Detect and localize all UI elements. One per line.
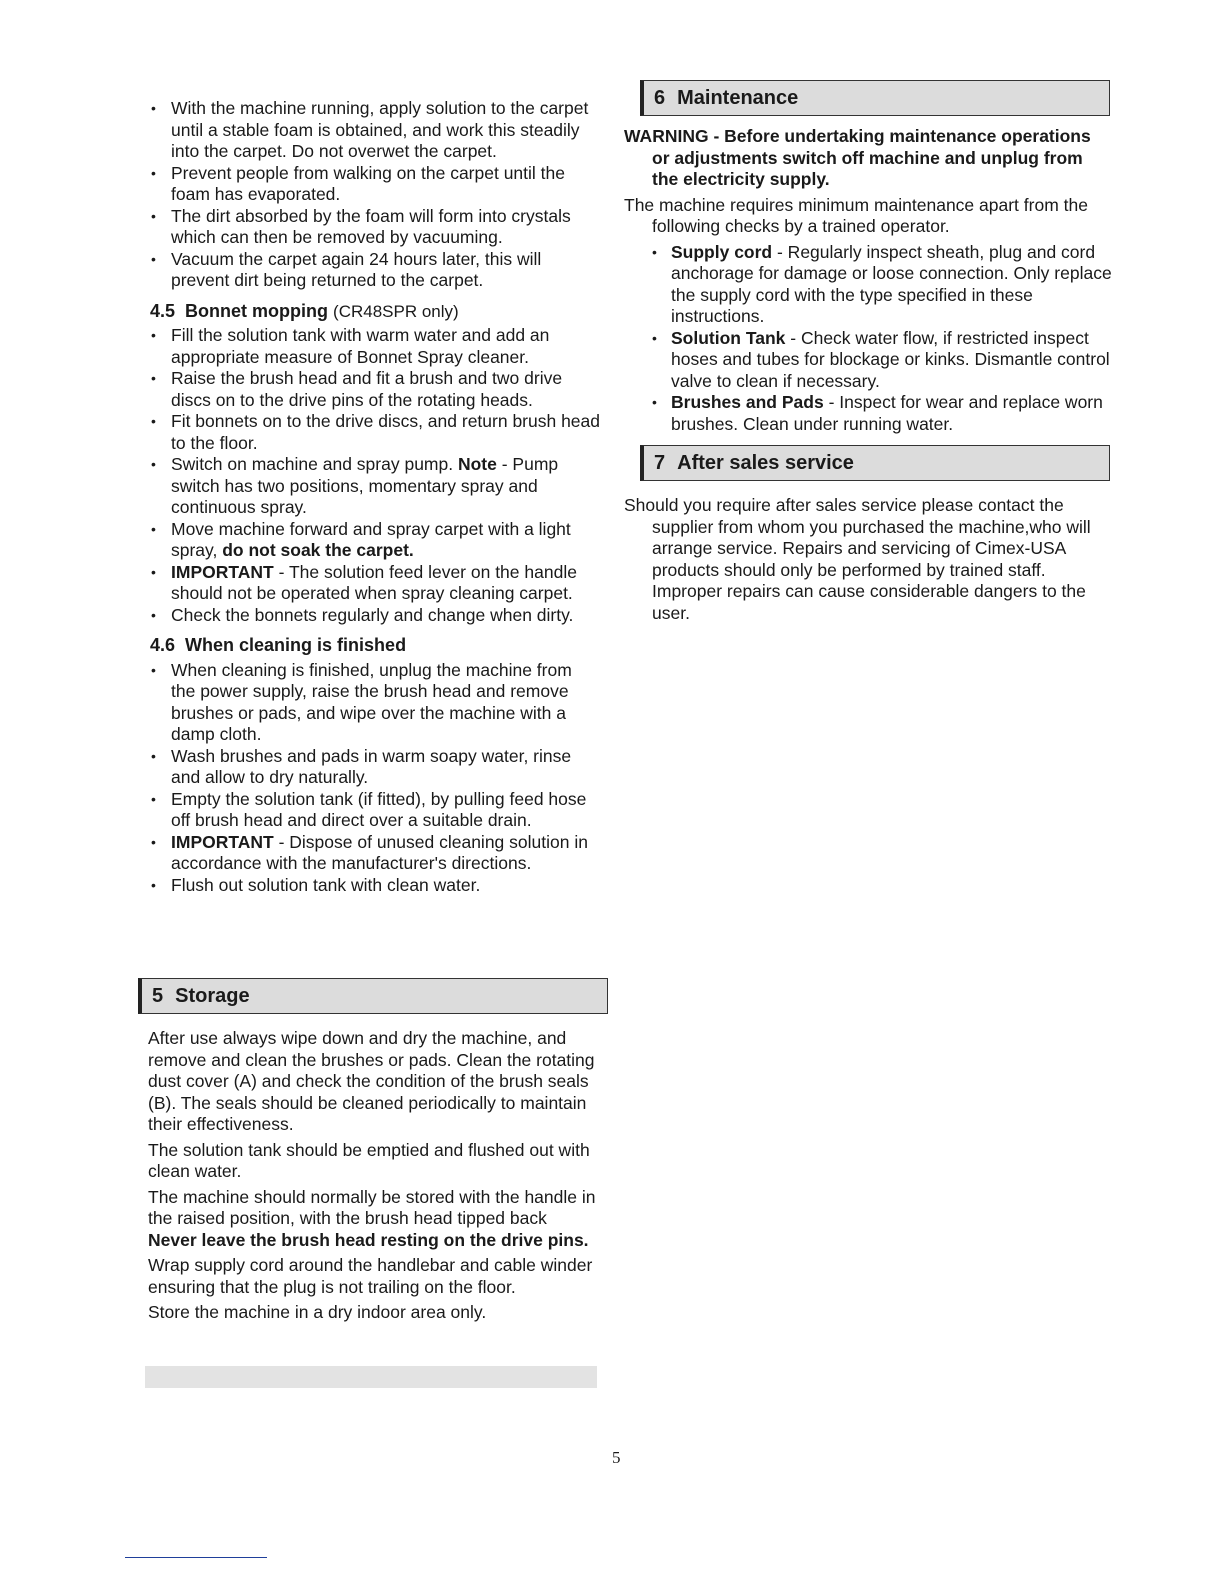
list-item: • Wash brushes and pads in warm soapy water, rinse and allow to dry naturally. [150, 746, 600, 789]
section-number: 5 [152, 985, 164, 1007]
text: Switch on machine and spray pump. [171, 454, 458, 474]
text: - Inspect for wear and replace worn brushes. Clean under running water. [671, 392, 1103, 434]
page-number: 5 [612, 1448, 621, 1467]
list-item: • Fill the solution tank with warm water and add an appropriate measure of Bonnet Spray cleaner. [150, 325, 600, 368]
emphasis: do not soak the carpet. [222, 540, 414, 560]
storage-body [148, 1028, 600, 1328]
when-finished-heading [150, 635, 600, 657]
maintenance-checks-list [624, 242, 1112, 436]
note-label: Note [457, 454, 497, 474]
list-item: • Prevent people from walking on the carpet until the foam has evaporated. [150, 163, 600, 206]
text: The machine should normally be stored with the handle in the raised position, with the brush head tipped back [148, 1186, 596, 1228]
footer-divider [125, 1557, 267, 1558]
check-label: Solution Tank [671, 327, 786, 348]
text: - Check water flow, if restricted inspect hoses and tubes for blockage or kinks. Dismantle control valve to clean if necessary. [671, 327, 1110, 391]
text: - The solution feed lever on the handle should not be operated when spray cleaning carpet. [171, 561, 577, 603]
important-label: IMPORTANT [171, 561, 274, 582]
section-number: 6 [654, 87, 666, 109]
paragraph: After use always wipe down and dry the machine, and remove and clean the brushes or pads. Clean the rotating dust cover (A) and check the condition of the brush seals (B). The seals should be cleaned periodically to maintain their effectiveness. [148, 1028, 595, 1134]
paragraph: Store the machine in a dry indoor area only. [148, 1302, 487, 1322]
check-label: Brushes and Pads [671, 392, 824, 412]
list-item: • Vacuum the carpet again 24 hours later, this will prevent dirt being returned to the carpet. [150, 249, 600, 292]
section-title: Storage [175, 985, 250, 1007]
section-title: When cleaning is finished [185, 635, 407, 655]
list-item [650, 242, 1112, 328]
warning-text: WARNING - Before undertaking maintenance operations or adjustments switch off machine and unplug from the electricity supply. [624, 126, 1091, 189]
list-item: • Empty the solution tank (if fitted), by pulling feed hose off brush head and direct over a suitable drain. [150, 789, 600, 832]
section-number: 4.6 [150, 635, 176, 655]
list-item: • Raise the brush head and fit a brush and two drive discs on to the drive pins of the rotating heads. [150, 368, 600, 411]
list-item [150, 832, 600, 875]
section-title: Maintenance [677, 87, 799, 109]
right-column [624, 80, 1112, 624]
list-item [650, 392, 1112, 435]
list-item [150, 519, 600, 562]
left-column [150, 98, 600, 896]
maintenance-section-bar [640, 80, 1110, 116]
list-item: • The dirt absorbed by the foam will form into crystals which can then be removed by vacuuming. [150, 206, 600, 249]
list-item: • Check the bonnets regularly and change when dirty. [150, 605, 600, 627]
check-label: Supply cord [671, 241, 773, 262]
list-item [150, 562, 600, 605]
section-number: 4.5 [150, 300, 176, 321]
list-item: • Flush out solution tank with clean water. [150, 875, 600, 897]
when-finished-list [150, 660, 600, 897]
shaded-band [145, 1366, 597, 1388]
section-number: 7 [654, 452, 666, 474]
text: - Pump switch has two positions, momentary spray and continuous spray. [171, 454, 559, 517]
important-label: IMPORTANT [171, 831, 274, 852]
list-item [650, 328, 1112, 393]
list-item [150, 454, 600, 519]
paragraph [148, 1187, 600, 1252]
bonnet-mopping-heading [150, 301, 600, 323]
carpet-cleaning-list [150, 98, 600, 292]
paragraph: Wrap supply cord around the handlebar and cable winder ensuring that the plug is not trailing on the floor. [148, 1255, 593, 1297]
text: - Dispose of unused cleaning solution in accordance with the manufacturer's directions. [171, 831, 588, 873]
paragraph: The solution tank should be emptied and flushed out with clean water. [148, 1139, 590, 1181]
storage-section-bar [138, 978, 608, 1014]
model-note: (CR48SPR only) [333, 301, 459, 321]
section-title: Bonnet mopping [185, 300, 329, 321]
list-item: • Fit bonnets on to the drive discs, and return brush head to the floor. [150, 411, 600, 454]
text: - Regularly inspect sheath, plug and cord anchorage for damage or loose connection. Only replace the supply cord with the type specified in these instructions. [671, 241, 1112, 326]
text: Move machine forward and spray carpet with a light spray, [171, 518, 571, 560]
after-sales-text: Should you require after sales service please contact the supplier from whom you purchased the machine,who will arrange service. Repairs and servicing of Cimex-USA products should only be performed by trained staff. Improper repairs can cause considerable dangers to the user. [624, 495, 1091, 623]
list-item: • When cleaning is finished, unplug the machine from the power supply, raise the brush head and remove brushes or pads, and wipe over the machine with a damp cloth. [150, 660, 600, 746]
bonnet-mopping-list [150, 325, 600, 626]
list-item: • With the machine running, apply solution to the carpet until a stable foam is obtained, and work this steadily into the carpet. Do not overwet the carpet. [150, 98, 600, 163]
maintenance-intro: The machine requires minimum maintenance apart from the following checks by a trained operator. [624, 194, 1088, 236]
section-title: After sales service [677, 452, 854, 474]
after-sales-section-bar [640, 445, 1110, 481]
emphasis: Never leave the brush head resting on the drive pins. [148, 1229, 589, 1250]
